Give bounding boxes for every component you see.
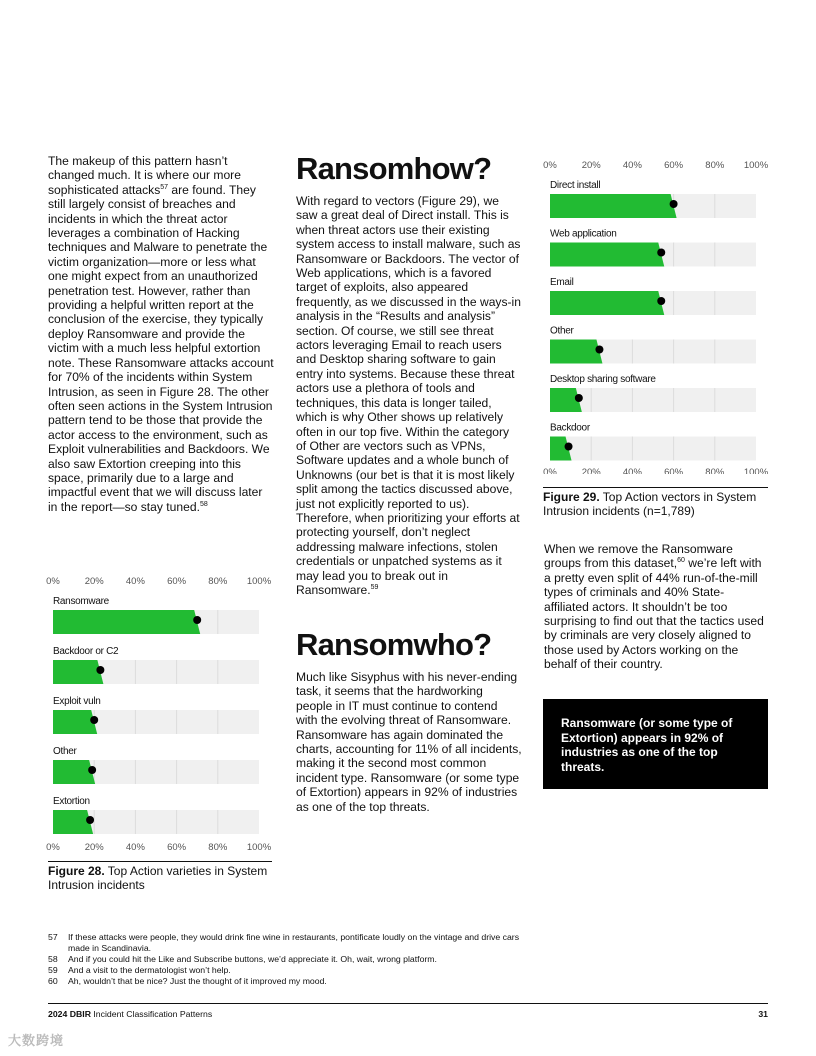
category-label: Email <box>550 277 574 288</box>
bar-point <box>88 766 96 774</box>
tick-label-bottom: 80% <box>705 467 725 474</box>
category-label: Direct install <box>550 180 601 191</box>
bar <box>53 710 97 734</box>
middle-column-2 <box>296 628 522 814</box>
bar-point <box>90 716 98 724</box>
footnote-59: 59 And a visit to the dermatologist won’t help. <box>48 965 231 975</box>
bar <box>550 243 664 267</box>
tick-label-top: 40% <box>125 576 145 587</box>
tick-label-bottom: 0% <box>46 842 60 850</box>
category-label: Backdoor <box>550 422 590 434</box>
footer-title: 2024 DBIR Incident Classification Patterns <box>48 1009 213 1019</box>
tick-label-bottom: 0% <box>543 467 557 474</box>
footnote-ref-57[interactable]: 57 <box>160 183 169 191</box>
bar-point <box>96 666 104 674</box>
bar-point <box>657 297 665 305</box>
category-label: Other <box>53 746 77 757</box>
category-label: Extortion <box>53 796 90 807</box>
page-footer <box>48 1003 768 1019</box>
page-number: 31 <box>758 1009 768 1019</box>
tick-label-top: 80% <box>705 160 725 171</box>
bar-point <box>595 346 603 354</box>
tick-label-top: 100% <box>246 576 272 587</box>
category-label: Backdoor or C2 <box>53 646 119 657</box>
footnote-57: 57 If these attacks were people, they would drink fine wine in restaurants, pontificate loudly on the vintage and drive cars made in Scandinavia. <box>48 932 520 953</box>
tick-label-bottom: 100% <box>246 842 272 850</box>
tick-label-bottom: 80% <box>208 842 228 850</box>
figure-29-caption: Figure 29. Top Action vectors in System Intrusion incidents (n=1,789) <box>543 487 768 518</box>
category-label: Web application <box>550 228 617 240</box>
bar-point <box>86 816 94 824</box>
bar <box>53 610 200 634</box>
tick-label-bottom: 40% <box>622 467 642 474</box>
tick-label-bottom: 60% <box>664 467 684 474</box>
watermark-logo: 大数跨境 <box>8 1033 65 1048</box>
bar-background <box>550 437 756 461</box>
bar <box>550 291 664 315</box>
tick-label-top: 20% <box>84 576 104 587</box>
bar <box>550 340 602 364</box>
figure-28-chart <box>44 568 276 850</box>
callout-box: Ransomware (or some type of Extortion) appears in 92% of industries as one of the top threats. <box>543 699 768 789</box>
bar <box>53 660 103 684</box>
category-label: Exploit vuln <box>53 696 101 707</box>
tick-label-bottom: 60% <box>167 842 187 850</box>
category-label: Ransomware <box>53 596 109 607</box>
category-label: Desktop sharing software <box>550 374 656 385</box>
tick-label-top: 40% <box>622 160 642 171</box>
footnote-ref-59[interactable]: 59 <box>370 583 379 591</box>
tick-label-top: 80% <box>208 576 228 587</box>
category-label: Other <box>550 325 574 337</box>
tick-label-top: 0% <box>46 576 60 587</box>
tick-label-top: 60% <box>664 160 684 171</box>
bar <box>550 194 677 218</box>
bar-point <box>657 249 665 257</box>
bar-point <box>193 616 201 624</box>
state-affiliated-paragraph: When we remove the Ransomware groups from this dataset,$^{60}$ we’re left with a pretty even split of 44% run-of-the-mill types of criminals and 40% State-affiliated actors. It shouldn’t be too surprising to find out that the tactics used by criminals are very closely aligned to those used by Actors working on the behalf of their country. <box>544 542 764 672</box>
tick-label-top: 60% <box>167 576 187 587</box>
heading-ransomhow: Ransomhow? <box>296 151 492 186</box>
middle-column <box>296 152 522 597</box>
footnote-60: 60 Ah, wouldn’t that be nice? Just the thought of it improved my mood. <box>48 976 327 986</box>
footnote-ref-60[interactable]: 60 <box>677 557 685 565</box>
tick-label-bottom: 100% <box>743 467 769 474</box>
tick-label-top: 20% <box>581 160 601 171</box>
bar-point <box>575 394 583 402</box>
bar-point <box>565 443 573 451</box>
sisyphus-paragraph: Much like Sisyphus with his never-ending task, it seems that the hardworking people in IT must continue to contend with the evolving threat of Ransomware. Ransomware has again dominated the charts, accounting for 11% of all incidents, making it the second most common incident type. Ransomware (or some type of Extortion) appears in 92% of industries as one of the top threats. <box>296 670 522 814</box>
tick-label-top: 100% <box>743 160 769 171</box>
tick-label-top: 0% <box>543 160 557 171</box>
footnote-58: 58 And if you could hit the Like and Subscribe buttons, we’d appreciate it. Oh, wait, wrong platform. <box>48 954 437 964</box>
footnote-ref-58[interactable]: 58 <box>199 500 208 508</box>
tick-label-bottom: 20% <box>581 467 601 474</box>
footnotes <box>48 932 528 987</box>
figure-29-chart <box>540 152 772 474</box>
tick-label-bottom: 40% <box>125 842 145 850</box>
vectors-paragraph: With regard to vectors (Figure 29), we saw a great deal of Direct install. This is when threat actors use their existing system access to install malware, such as Ransomware or Backdoors. The vector of Web applications, which is a favored target of exploits, also appeared frequently, as we discussed in the ways-in analysis in the “Results and analysis” section. Of course, we still see threat actors leveraging Email to reach users and Desktop sharing software to gain entry into systems. Because these threat actors use a plethora of tools and techniques, this data is longer tailed, which is why Other shows up relatively often in our top five. Within the category of Other are vectors such as VPNs, Software updates and a whole bunch of Unknowns (our bet is that it is most likely split among the tactics discussed above, just not explicitly reported to us). Therefore, when prioritizing your efforts at protecting yourself, don’t neglect addressing malware infections, stolen credentials or unpatched systems as it may lead you to break out in Ransomware.$^{59}$ <box>296 194 521 597</box>
tick-label-bottom: 20% <box>84 842 104 850</box>
bar-point <box>670 200 678 208</box>
intro-paragraph: The makeup of this pattern hasn’t changed much. It is where our more sophisticated attacks$^{57}$ are found. They still largely consist of breaches and incidents in which the threat actor leverages a combination of Hacking techniques and Malware to penetrate the victim organization—more or less what one might expect from an unauthorized penetration test. However, rather than providing a helpful written report at the conclusion of the exercise, they typically deploy Ransomware and provide the victim with a much less helpful extortion note. These Ransomware attacks account for 70% of the incidents within System Intrusion, as seen in Figure 28. The other often seen actions in the System Intrusion pattern tend to be those that provide the actor access to the environment, such as Exploit vulnerabilities and Backdoors. We also saw Extortion creeping into this space, primarily due to a large and impactful event that we will discuss later in the report—so stay tuned.$^{58}$ <box>48 154 274 514</box>
figure-28-caption: Figure 28. Top Action varieties in System Intrusion incidents <box>48 861 272 892</box>
heading-ransomwho: Ransomwho? <box>296 627 492 662</box>
